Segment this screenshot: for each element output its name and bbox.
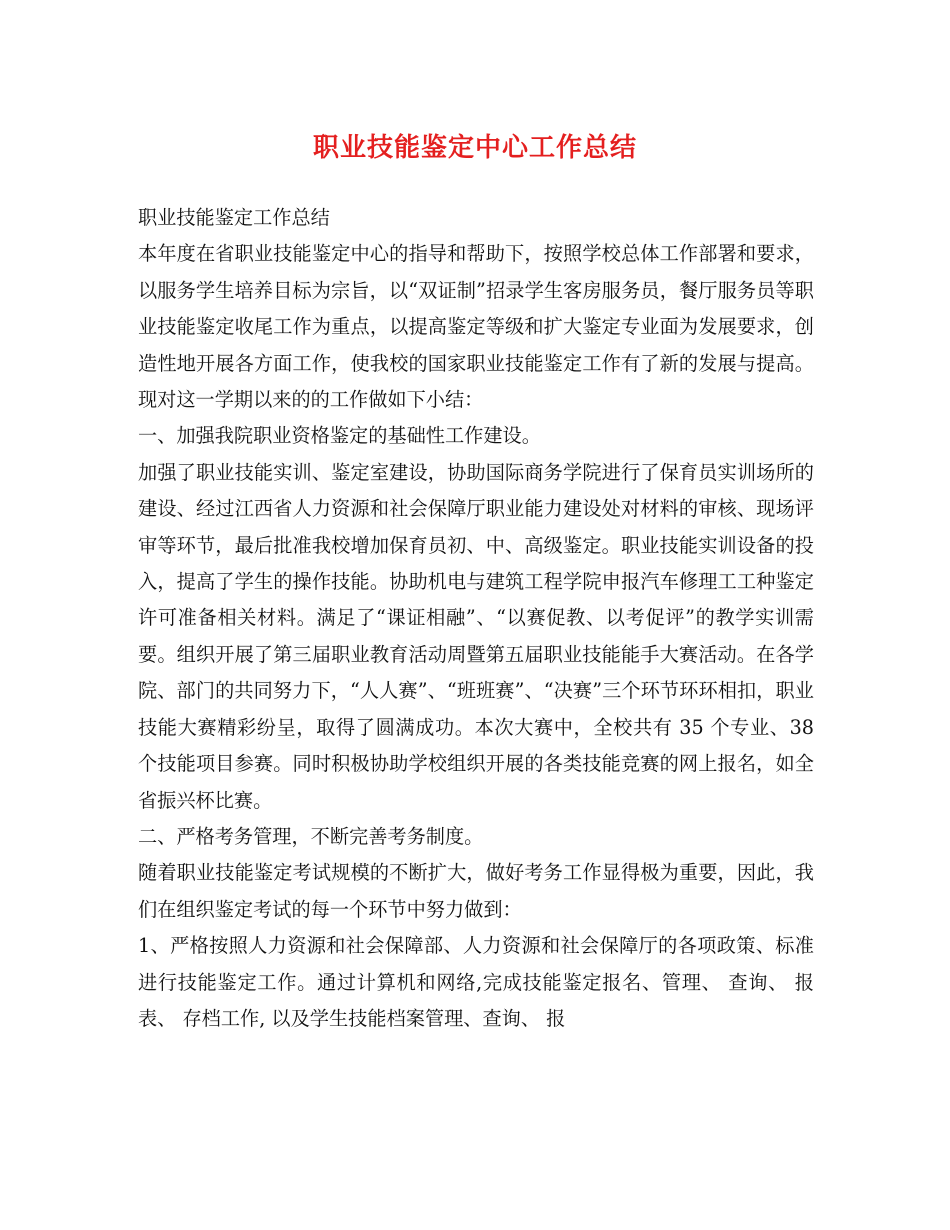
paragraph-subtitle: 职业技能鉴定工作总结 [138, 206, 330, 229]
document-body [138, 200, 814, 1037]
paragraph-item-1: 1、严格按照人力资源和社会保障部、人力资源和社会保障厅的各项政策、标准进行技能鉴定工作。通过计算机和网络,完成技能鉴定报名、管理、 查询、 报表、 存档工作, 以及学生技能档案管理、查询、 报 [138, 934, 814, 1030]
section-heading-2: 二、严格考务管理，不断完善考务制度。 [138, 824, 484, 848]
paragraph-section-2-intro: 随着职业技能鉴定考试规模的不断扩大，做好考务工作显得极为重要，因此，我们在组织鉴定考试的每一个环节中努力做到： [138, 861, 814, 921]
section-heading-1: 一、加强我院职业资格鉴定的基础性工作建设。 [138, 424, 541, 448]
document-title: 职业技能鉴定中心工作总结 [312, 133, 637, 163]
paragraph-section-1: 加强了职业技能实训、鉴定室建设，协助国际商务学院进行了保育员实训场所的建设、经过江西省人力资源和社会保障厅职业能力建设处对材料的审核、现场评审等环节，最后批准我校增加保育员初、中、高级鉴定。职业技能实训设备的投入，提高了学生的操作技能。协助机电与建筑工程学院申报汽车修理工工种鉴定许可准备相关材料。满足了“课证相融”、“以赛促教、以考促评”的教学实训需要。组织开展了第三届职业教育活动周暨第五届职业技能能手大赛活动。在各学院、部门的共同努力下，“人人赛”、“班班赛”、“决赛”三个环节环环相扣，职业技能大赛精彩纷呈，取得了圆满成功。本次大赛中，全校共有 35 个专业、38 个技能项目参赛。同时积极协助学校组织开展的各类技能竞赛的网上报名，如全省振兴杯比赛。 [138, 460, 814, 812]
paragraph-intro: 本年度在省职业技能鉴定中心的指导和帮助下，按照学校总体工作部署和要求，以服务学生培养目标为宗旨，以“双证制”招录学生客房服务员，餐厅服务员等职业技能鉴定收尾工作为重点，以提高鉴定等级和扩大鉴定专业面为发展要求，创造性地开展各方面工作，使我校的国家职业技能鉴定工作有了新的发展与提高。现对这一学期以来的的工作做如下小结： [138, 242, 814, 412]
